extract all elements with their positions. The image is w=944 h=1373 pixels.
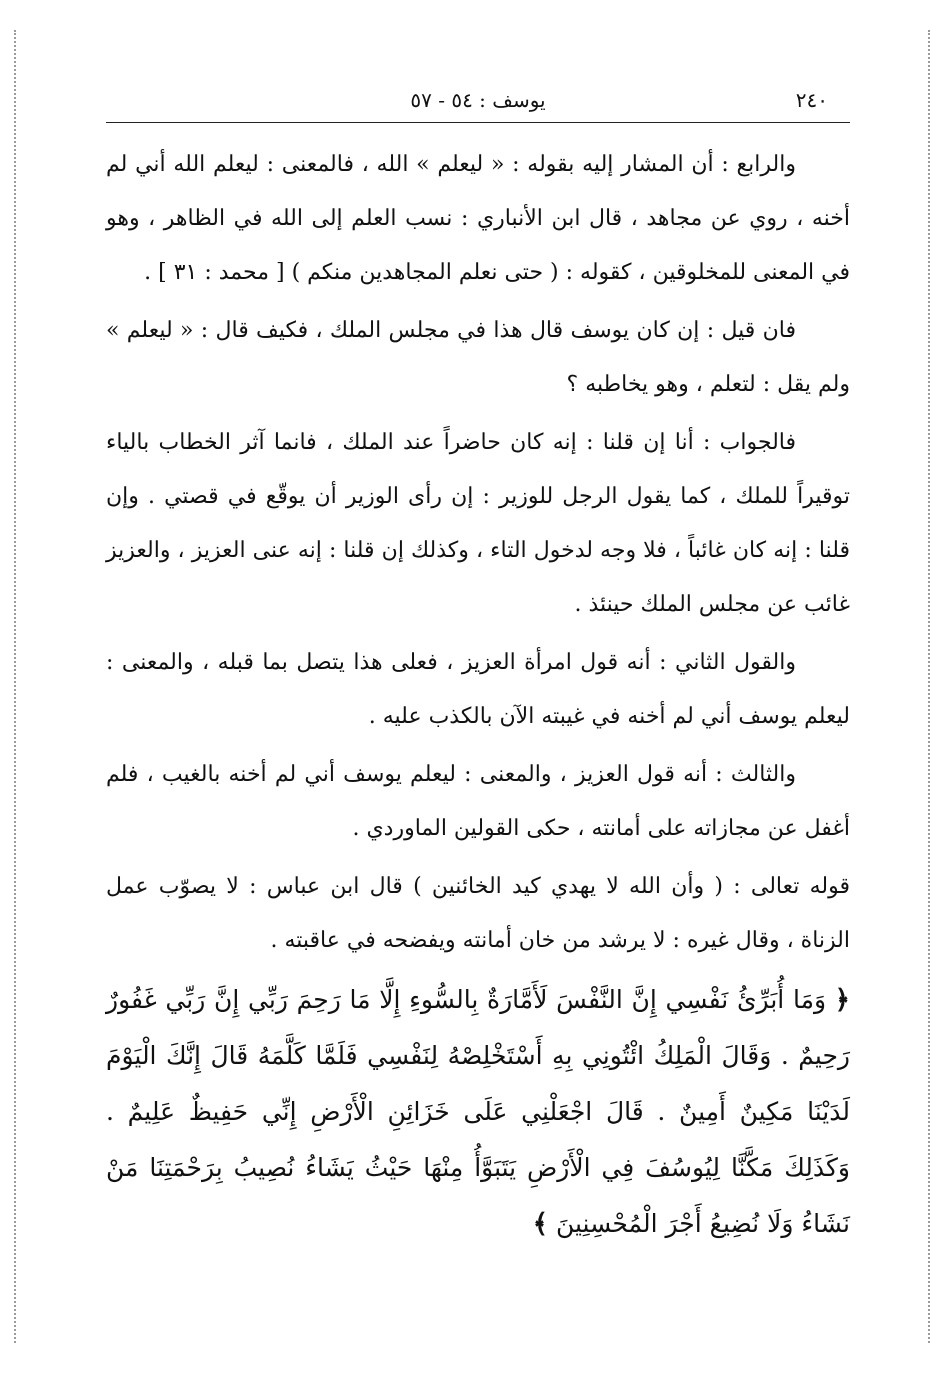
- verse-text: وَمَا أُبَرِّئُ نَفْسِي إِنَّ النَّفْسَ لَأَمَّارَةٌ بِالسُّوءِ إِلَّا مَا رَحِمَ رَبِّي إِنَّ رَبِّي غَفُورٌ رَحِيمٌ . وَقَالَ الْمَلِكُ ائْتُونِي بِهِ أَسْتَخْلِصْهُ لِنَفْسِي فَلَمَّا كَلَّمَهُ قَالَ إِنَّكَ الْيَوْمَ لَدَيْنَا مَكِينٌ أَمِينٌ . قَالَ اجْعَلْنِي عَلَى خَزَائِنِ الْأَرْضِ إِنِّي حَفِيظٌ عَلِيمٌ . وَكَذَلِكَ مَكَّنَّا لِيُوسُفَ فِي الْأَرْضِ يَتَبَوَّأُ مِنْهَا حَيْثُ يَشَاءُ نُصِيبُ بِرَحْمَتِنَا مَنْ نَشَاءُ وَلَا نُضِيعُ أَجْرَ الْمُحْسِنِينَ: [106, 985, 850, 1238]
- page-body: [106, 138, 850, 1318]
- page-header: [106, 80, 850, 123]
- quran-verse: [106, 972, 850, 1252]
- page-edge-dots-right: [928, 30, 930, 1343]
- paragraph-third-opinion: والثالث : أنه قول العزيز ، والمعنى : ليعلم يوسف أني لم أخنه بالغيب ، فلم أغفل عن مجازاته على أمانته ، حكى القولين الماوردي .: [106, 762, 850, 841]
- paragraph-answer: فالجواب : أنا إن قلنا : إنه كان حاضراً عند الملك ، فانما آثر الخطاب بالياء توقيراً للملك ، كما يقول الرجل للوزير : إن رأى الوزير أن يوقّع في قصتي . وإن قلنا : إنه كان غائباً ، فلا وجه لدخول التاء ، وكذلك إن قلنا : إنه عنى العزيز ، والعزيز غائب عن مجلس الملك حينئذ .: [106, 430, 850, 617]
- paragraph-fourth-opinion: والرابع : أن المشار إليه بقوله : « ليعلم » الله ، فالمعنى : ليعلم الله أني لم أخنه ، روي عن مجاهد ، قال ابن الأنباري : نسب العلم إلى الله في الظاهر ، وهو في المعنى للمخلوقين ، كقوله : ( حتى نعلم المجاهدين منكم ) [ محمد : ٣١ ] .: [106, 152, 850, 285]
- verse-close-bracket: ﴾: [532, 1209, 549, 1239]
- paragraph-question: فان قيل : إن كان يوسف قال هذا في مجلس الملك ، فكيف قال : « ليعلم » ولم يقل : لتعلم ، وهو يخاطبه ؟: [106, 318, 850, 397]
- paragraph-second-opinion: والقول الثاني : أنه قول امرأة العزيز ، فعلى هذا يتصل بما قبله ، والمعنى : ليعلم يوسف أني لم أخنه في غيبته الآن بالكذب عليه .: [106, 650, 850, 729]
- page-edge-dots-left: [14, 30, 16, 1343]
- verse-open-bracket: ﴿: [834, 985, 850, 1015]
- running-head: يوسف : ٥٤ - ٥٧: [410, 88, 546, 112]
- paragraph-commentary: قوله تعالى : ( وأن الله لا يهدي كيد الخائنين ) قال ابن عباس : لا يصوّب عمل الزناة ، وقال غيره : لا يرشد من خان أمانته ويفضحه في عاقبته .: [106, 874, 850, 953]
- page-number: ٢٤٠: [795, 88, 828, 112]
